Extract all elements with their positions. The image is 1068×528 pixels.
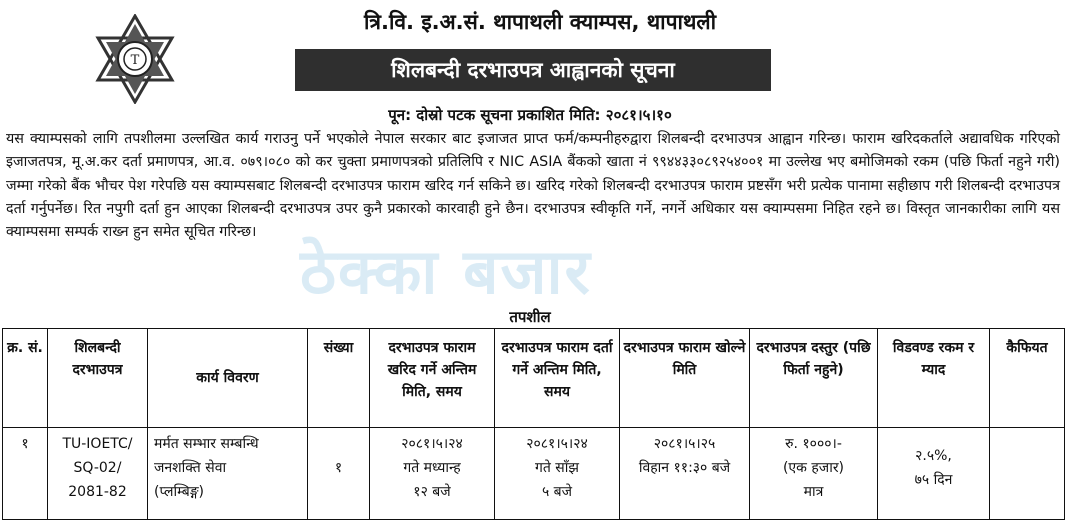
svg-text:T: T	[130, 53, 140, 68]
cell-line: TU-IOETC/	[62, 436, 133, 452]
table-header-row	[3, 329, 1065, 428]
table-caption: तपशील	[509, 308, 551, 326]
cell-line: २०८१।५।२४	[401, 436, 463, 452]
republished-date: पून: दोस्रो पटक सूचना प्रकाशित मिति: २०८१।५।१०	[388, 106, 672, 124]
cell-line: 2081-82	[68, 484, 127, 500]
campus-logo	[94, 14, 176, 104]
cell-line: २.५%,	[915, 448, 952, 464]
notice-body: यस क्याम्पसको लागि तपशीलमा उल्लखित कार्य गराउनु पर्ने भएकोले नेपाल सरकार बाट इजाजत प्राप्त फर्म/कम्पनीहरुद्वारा शिलबन्दी दरभाउपत्र आह्वान गरिन्छ। फाराम खरिदकर्ताले अद्यावधिक गरिएको इजाजतपत्र, मू.अ.कर दर्ता प्रमाणपत्र, आ.व. ०७९।०८० को कर चुक्ता प्रमाणपत्रको प्रतिलिपि र NIC ASIA बैंकको खाता नं ९९४४३३०८९२५४००१ मा उल्लेख भए बमोजिमको रकम (पछि फिर्ता नहुने गरी) जम्मा गरेको बैंक भौचर पेश गरेपछि यस क्याम्पसबाट शिलबन्दी दरभाउपत्र फाराम खरिद गर्न सकिने छ। खरिद गरेको शिलबन्दी दरभाउपत्र फाराम प्रष्टसँग भरी प्रत्येक पानामा सहीछाप गरी शिलबन्दी दरभाउपत्र दर्ता गर्नुपर्नेछ। रित नपुगी दर्ता हुन आएका शिलबन्दी दरभाउपत्र उपर कुनै प्रकारको कारवाही हुने छैन। दरभाउपत्र स्वीकृति गर्ने, नगर्ने अधिकार यस क्याम्पसमा निहित रहने छ। विस्तृत जानकारीका लागि यस क्याम्पसमा सम्पर्क राख्न हुन समेत सूचित गरिन्छ।	[6, 131, 1060, 241]
col-header-quantity: संख्या	[308, 329, 370, 428]
cell-line: गते साँझ	[535, 460, 579, 476]
col-header-bid-bond: विडवण्ड रकम र म्याद	[878, 329, 990, 428]
col-header-purchase-deadline: दरभाउपत्र फाराम खरिद गर्ने अन्तिम मिति, समय	[370, 329, 495, 428]
col-header-description: कार्य विवरण	[148, 329, 308, 428]
cell-line: १२ बजे	[413, 484, 451, 500]
col-header-fee: दरभाउपत्र दस्तुर (पछि फिर्ता नहुने)	[750, 329, 878, 428]
col-header-submit-deadline: दरभाउपत्र फाराम दर्ता गर्ने अन्तिम मिति, समय	[495, 329, 620, 428]
cell-line: SQ-02/	[73, 460, 122, 476]
col-header-opening-date: दरभाउपत्र फाराम खोल्ने मिति	[620, 329, 750, 428]
cell-line: २०८१।५।२४	[526, 436, 588, 452]
campus-title: त्रि.वि. इ.अ.सं. थापाथली क्याम्पस, थापाथली	[363, 10, 717, 34]
cell-line: विहान ११:३० बजे	[638, 460, 731, 476]
cell-line: जनशक्ति सेवा	[154, 460, 227, 476]
cell-quantity: १	[308, 428, 370, 520]
cell-fee	[750, 428, 878, 520]
cell-opening-date	[620, 428, 750, 520]
cell-line: गते मध्यान्ह	[403, 460, 461, 476]
cell-line: मर्मत सम्भार सम्बन्धि	[154, 436, 259, 452]
cell-line: रु. १०००।-	[785, 436, 842, 452]
cell-tender-no	[48, 428, 148, 520]
cell-line: २०८१।५।२५	[653, 436, 716, 452]
cell-sn: १	[3, 428, 48, 520]
cell-line: (प्लम्बिङ्ग)	[154, 484, 205, 500]
col-header-sn: क्र. सं.	[3, 329, 48, 428]
cell-line: ५ बजे	[541, 484, 573, 500]
cell-line: ७५ दिन	[914, 472, 953, 488]
cell-description	[148, 428, 308, 520]
cell-bid-bond	[878, 428, 990, 520]
col-header-tender: शिलबन्दी दरभाउपत्र	[48, 329, 148, 428]
watermark: ठेक्का बजार	[300, 235, 592, 308]
tender-table	[2, 328, 1065, 520]
notice-banner: शिलबन्दी दरभाउपत्र आह्वानको सूचना	[295, 49, 771, 91]
cell-purchase-deadline	[370, 428, 495, 520]
cell-submit-deadline	[495, 428, 620, 520]
cell-line: (एक हजार)	[782, 460, 845, 476]
col-header-remarks: कैफियत	[990, 329, 1065, 428]
cell-line: मात्र	[803, 484, 824, 500]
table-row	[3, 428, 1065, 520]
cell-remarks	[990, 428, 1065, 520]
